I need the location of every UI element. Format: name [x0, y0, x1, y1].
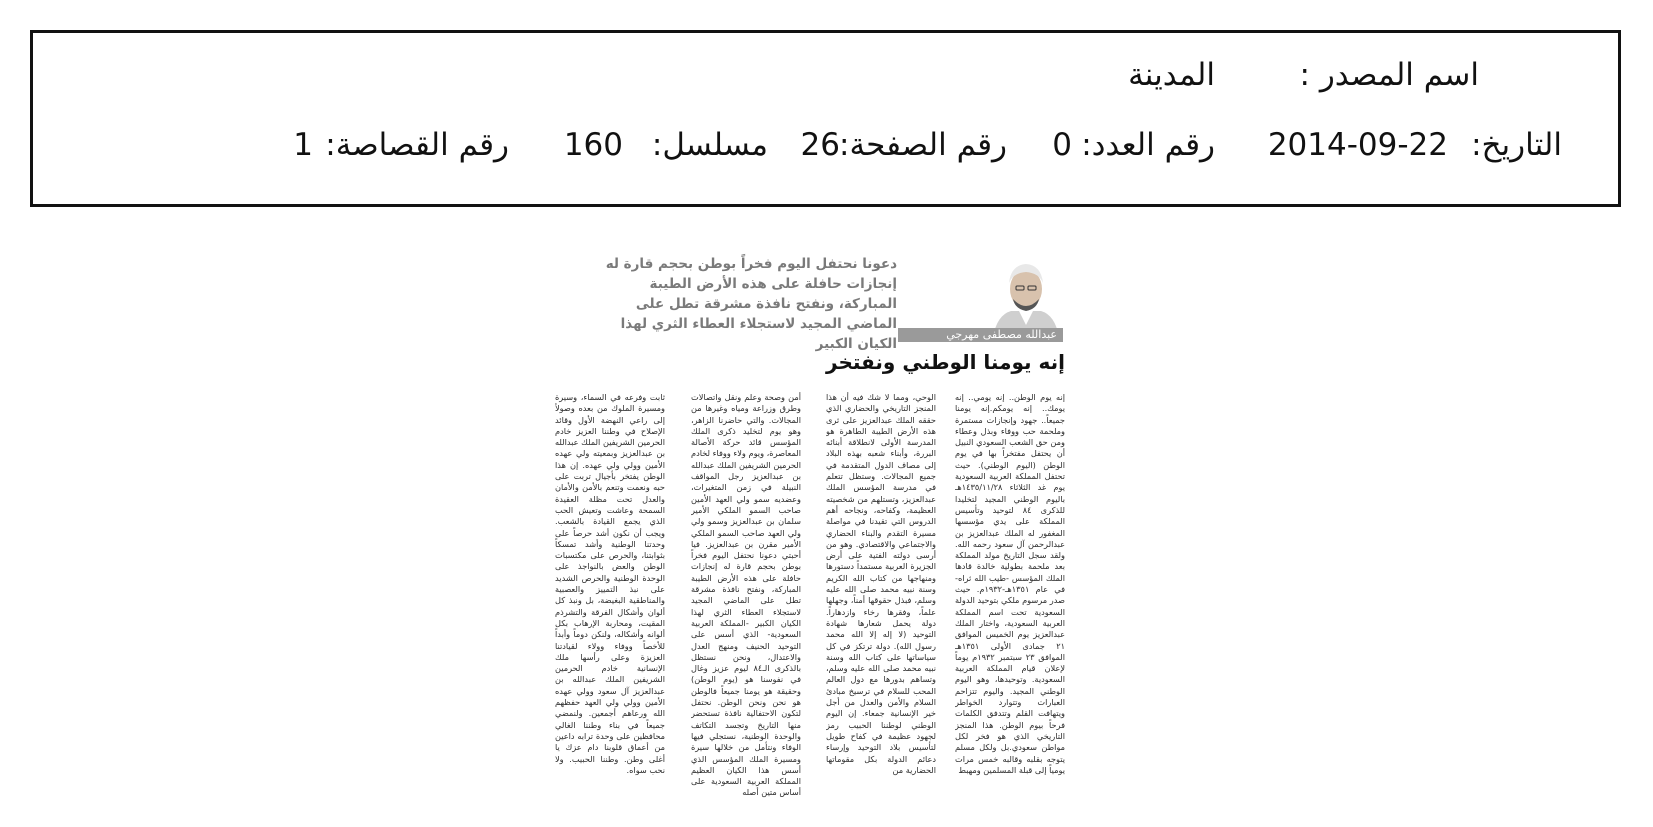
- source-value: المدينة: [1128, 57, 1215, 93]
- author-byline: عبدالله مصطفى مهرجي: [946, 328, 1057, 341]
- author-portrait-icon: [989, 255, 1063, 337]
- article-column-2: الوحي، ومما لا شك فيه أن هذا المنجز التاريخي والحضاري الذي حققه الملك عبدالعزيز على ثرى هذه الأرض الطيبة الطاهرة هو المدرسة الأولى لانطلاقة أبنائه البررة، وأبناء شعبه بهذه البلاد إلى مصاف الدول المتقدمة في جميع المجالات. وستظل تتعلم في مدرسة المؤسس الملك عبدالعزيز، وتستلهم من شخصيته العظيمة، وكفاحه، ونجاحه أهم الدروس التي تقيدنا في مواصلة مسيرة التقدم والبناء الحضاري والاجتماعي والاقتصادي. وهو من أرسى دولته الفتية على أرض الجزيرة العربية مستمداً دستورها ومنهاجها من كتاب الله الكريم وسنة نبيه محمد صلى الله عليه وسلم، فبذل حقوقها أمناً، وجهلها علماً، وفقرها رخاء وازدهاراً. دولة يحمل شعارها شهادة التوحيد (لا إله إلا الله محمد رسول الله). دولة ترتكز في كل سياساتها على كتاب الله وسنة نبيه محمد صلى الله عليه وسلم، وتساهم بدورها مع دول العالم المحب للسلام في ترسيخ مبادئ السلام والأمن والعدل من أجل خير الإنسانية جمعاء. إن اليوم الوطني لوطننا الحبيب رمز لجهود عظيمة في كفاح طويل لتأسيس بلاد التوحيد وإرساء دعائم الدولة بكل مقوماتها الحضارية من: [826, 392, 936, 775]
- clipping-header: [30, 30, 1621, 207]
- serial-label: مسلسل:: [651, 127, 768, 163]
- issue-label: رقم العدد:: [1081, 127, 1215, 163]
- headline-strong: إنه: [1038, 350, 1065, 374]
- date-value: 2014-09-22: [1267, 127, 1448, 163]
- article-column-3: أمن وصحة وعلم ونقل واتصالات وطرق وزراعة ومياه وغيرها من المجالات. والتي حاضرنا الزاهر، وهو يوم لتخليد ذكرى الملك المؤسس قائد حركة الأصالة المعاصرة، ويوم ولاء ووفاء لخادم الحرمين الشريفين الملك عبدالله بن عبدالعزيز رجل المواقف النبيلة في زمن المتغيرات، وعضديه سمو ولي العهد الأمين صاحب السمو الملكي الأمير سلمان بن عبدالعزيز وسمو ولي ولي العهد صاحب السمو الملكي الأمير مقرن بن عبدالعزيز. فيا أحبتي دعونا نحتفل اليوم فخراً بوطن بحجم قارة له إنجازات حافلة على هذه الأرض الطيبة المباركة، ونفتح نافذة مشرقة تطل على الماضي المجيد لاستجلاء العطاء الثري لهذا الكيان الكبير -المملكة العربية السعودية- الذي أسس على التوحيد الحنيف ومنهج العدل والاعتدال، ونحن نستظل بالذكرى الـ٨٤ ليوم عزيز وغال في نفوسنا هو (يوم الوطن) وحقيقة هو يومنا جميعاً فالوطن هو نحن ونحن الوطن. نحتفل لتكون الاحتفالية نافذة تستحضر منها التاريخ وتجسد التكاتف والوحدة الوطنية، نستجلي فيها الوفاء ونتأمل من خلالها سيرة ومسيرة الملك المؤسس الذي أسس هذا الكيان العظيم المملكة العربية السعودية على أساس متين أصله: [691, 392, 801, 798]
- issue-value: 0: [1052, 127, 1072, 163]
- newspaper-clipping: [545, 250, 1093, 827]
- page-value: 26: [800, 127, 840, 163]
- article-column-4: ثابت وفرعه في السماء، وسيرة ومسيرة الملوك من بعده وصولاً إلى راعي النهضة الأول وقائد الإصلاح في وطننا العزيز خادم الحرمين الشريفين الملك عبدالله بن عبدالعزيز وبمعيته ولي عهده الأمين وولي ولي عهده. إن هذا الوطن يفتخر بأجيال تربت على حبه ونعمت وتنعم بالأمن والأمان والعدل تحت مظلة العقيدة السمحة وعاشت وتعيش الحب الذي يجمع القيادة بالشعب. ويجب أن نكون أشد حرصاً على وحدتنا الوطنية وأشد تمسكاً بثوابتنا، والحرص على مكتسبات الوطن والعض بالنواجذ على الوحدة الوطنية والحرص الشديد على نبذ التمييز والعصبية والمناطقية البغيضة، بل ونبذ كل ألوان وأشكال الفرقة والتشرذم المقيت، ومحاربة الإرهاب بكل ألوانه وأشكاله، ولنكن دوماً وأبداً للأخصاً ووفاء وولاء لقيادتنا العزيزة وعلى رأسها ملك الإنسانية خادم الحرمين الشريفين الملك عبدالله بن عبدالعزيز آل سعود وولي عهده الأمين وولي ولي العهد حفظهم الله ورعاهم أجمعين. ولنمضي جميعاً في بناء وطننا الغالي محافظين على وحدة ترابه داعين من أعماق قلوبنا دام عزك يا أغلى وطن. وطننا الحبيب. ولا نحب سواه.: [555, 392, 665, 775]
- clip-value: 1: [293, 127, 313, 163]
- source-label: اسم المصدر :: [1299, 57, 1479, 93]
- article-lede: دعونا نحتفل اليوم فخراً بوطن بحجم قارة له إنجازات حافلة على هذه الأرض الطيبة المباركة، ونفتح نافذة مشرقة تطل على الماضي المجيد لاستجلاء العطاء الثري لهذا الكيان الكبير: [605, 256, 897, 352]
- serial-value: 160: [563, 127, 623, 163]
- date-label: التاريخ:: [1471, 127, 1562, 163]
- page-label: رقم الصفحة:: [839, 127, 1007, 163]
- clip-label: رقم القصاصة:: [325, 127, 509, 163]
- article-column-1: إنه يوم الوطن.. إنه يومي.. إنه يومك.. إنه يومكم.إنه يومنا جميعاً.. جهود وإنجازات مستمرة وملحمة حب ووفاء وبذل وعطاء ومن حق الشعب السعودي النبيل أن يحتفل مفتخراً بها في يوم الوطن (اليوم الوطني). حيث تحتفل المملكة العربية السعودية يوم غد الثلاثاء ١٤٣٥/١١/٢٨هـ باليوم الوطني المجيد لتخليدا للذكرى ٨٤ لتوحيد وتأسيس المملكة على يدي مؤسسها المغفور له الملك عبدالعزيز بن عبدالرحمن آل سعود رحمه الله. ولقد سجل التاريخ مولد المملكة بعد ملحمة بطولية خالدة قادها الملك المؤسس -طيب الله ثراه- في عام ١٣٥١هـ-١٩٣٢م. حيث صدر مرسوم ملكي بتوحيد الدولة السعودية تحت اسم المملكة العربية السعودية، واختار الملك عبدالعزيز يوم الخميس الموافق ٢١ جمادى الأولى ١٣٥١هـ الموافق ٢٣ سبتمبر ١٩٣٢م يوماً لإعلان قيام المملكة العربية السعودية. وتوحيدها، وهو اليوم الوطني المجيد. واليوم تتزاحم العبارات وتتوارد الخواطر ويتهافت القلم وتتدفق الكلمات فرحاً بيوم الوطن. هذا المنجز التاريخي الذي هو فخر لكل مواطن سعودي.بل ولكل مسلم يتوجه بقلبه وقالبه خمس مرات يومياً إلى قبلة المسلمين ومهبط: [955, 392, 1065, 775]
- headline-rest: يومنا الوطني ونفتخر: [826, 350, 1032, 374]
- article-headline: [826, 350, 1065, 374]
